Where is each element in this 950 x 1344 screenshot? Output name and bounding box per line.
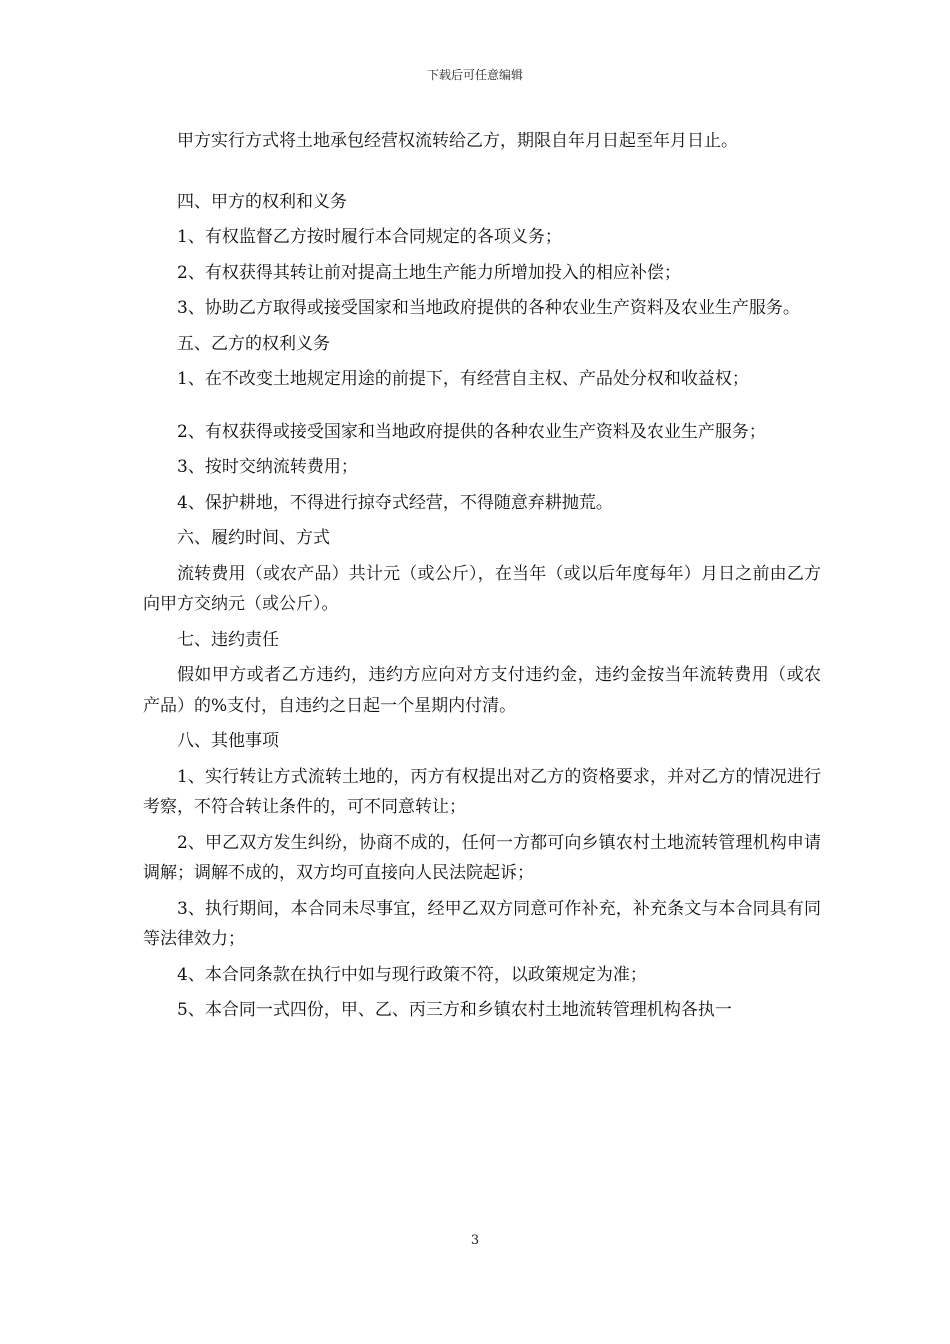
paragraph-term: 甲方实行方式将土地承包经营权流转给乙方，期限自年月日起至年月日止。 (177, 131, 738, 151)
paragraph: 流转费用（或农产品）共计元（或公斤），在当年（或以后年度每年）月日之前由乙方向甲方交纳元（或公斤）。 (143, 563, 821, 614)
section-heading-7: 七、违约责任 (177, 629, 279, 650)
paragraph: 4、保护耕地，不得进行掠夺式经营，不得随意弃耕抛荒。 (177, 492, 613, 513)
paragraph: 1、在不改变土地规定用途的前提下，有经营自主权、产品处分权和收益权； (177, 369, 749, 389)
section-heading-4: 四、甲方的权利和义务 (177, 191, 347, 212)
paragraph: 2、甲乙双方发生纠纷，协商不成的，任何一方都可向乡镇农村土地流转管理机构申请调解；调解不成的，双方均可直接向人民法院起诉； (143, 832, 821, 883)
paragraph: 3、按时交纳流转费用； (177, 457, 358, 477)
paragraph: 2、有权获得其转让前对提高土地生产能力所增加投入的相应补偿； (177, 262, 681, 283)
page-header: 下载后可任意编辑 (426, 68, 523, 82)
section-heading-5: 五、乙方的权利义务 (177, 333, 330, 354)
paragraph: 3、执行期间，本合同未尽事宜，经甲乙双方同意可作补充，补充条文与本合同具有同等法律效力； (143, 898, 821, 949)
paragraph: 假如甲方或者乙方违约，违约方应向对方支付违约金，违约金按当年流转费用（或农产品）的%支付，自违约之日起一个星期内付清。 (143, 665, 821, 716)
paragraph: 4、本合同条款在执行中如与现行政策不符，以政策规定为准； (177, 964, 647, 985)
section-heading-6: 六、履约时间、方式 (177, 528, 330, 548)
paragraph: 5、本合同一式四份，甲、乙、丙三方和乡镇农村土地流转管理机构各执一 (177, 1000, 732, 1020)
section-heading-8: 八、其他事项 (177, 731, 279, 751)
document-body (143, 126, 821, 1031)
paragraph: 3、协助乙方取得或接受国家和当地政府提供的各种农业生产资料及农业生产服务。 (177, 298, 800, 318)
page-number: 3 (470, 1233, 480, 1248)
paragraph: 2、有权获得或接受国家和当地政府提供的各种农业生产资料及农业生产服务； (177, 421, 766, 442)
paragraph: 1、有权监督乙方按时履行本合同规定的各项义务； (177, 227, 562, 247)
paragraph: 1、实行转让方式流转土地的，丙方有权提出对乙方的资格要求，并对乙方的情况进行考察，不符合转让条件的，可不同意转让； (143, 766, 821, 817)
